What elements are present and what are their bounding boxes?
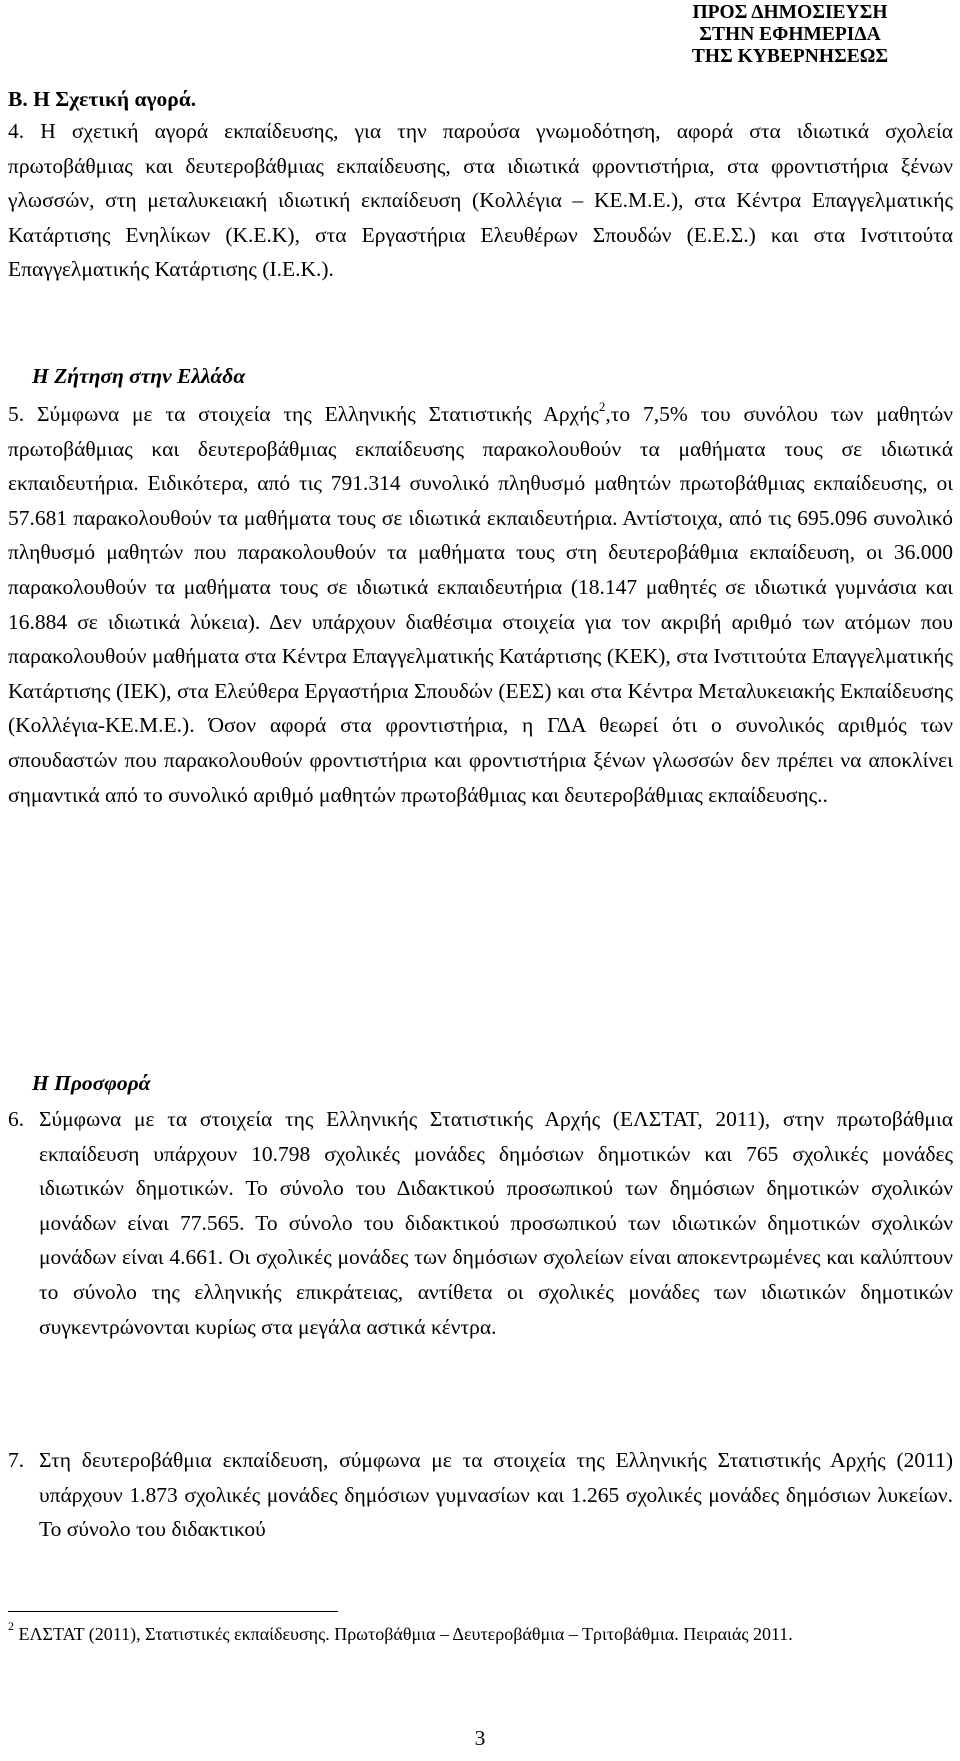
publication-stamp <box>620 2 960 68</box>
footnote <box>8 1621 953 1647</box>
page-number: 3 <box>474 1726 486 1750</box>
paragraph-5 <box>8 397 953 812</box>
subheading-demand: Η Ζήτηση στην Ελλάδα <box>32 364 246 388</box>
paragraph-text-a: Σύμφωνα με τα στοιχεία της Ελληνικής Στατιστικής Αρχής <box>36 402 599 426</box>
footnote-reference[interactable]: 2 <box>598 398 606 414</box>
section-title: Β. Η Σχετική αγορά. <box>8 87 197 111</box>
subheading-supply: Η Προσφορά <box>32 1071 151 1095</box>
footnote-divider <box>8 1611 338 1612</box>
paragraph-7 <box>8 1443 953 1547</box>
paragraph-text-b: ,το 7,5% του συνόλου των μαθητών πρωτοβάθμιας και δευτεροβάθμιας εκπαίδευσης παρακολουθούν τα μαθήματα τους σε ιδιωτικά εκπαιδευτήρια. Ειδικότερα, από τις 791.314 συνολικό πληθυσμό μαθητών πρωτοβάθμιας εκπαίδευσης, οι 57.681 παρακολουθούν τα μαθήματα τους σε ιδιωτικά εκπαιδευτήρια. Αντίστοιχα, από τις 695.096 συνολικό πληθυσμό μαθητών που παρακολουθούν τα μαθήματα τους στη δευτεροβάθμια εκπαίδευση, οι 36.000 παρακολουθούν τα μαθήματα τους σε ιδιωτικά εκπαιδευτήρια (18.147 μαθητές σε ιδιωτικά γυμνάσια και 16.884 σε ιδιωτικά λύκεια). Δεν υπάρχουν διαθέσιμα στοιχεία για τον ακριβή αριθμό των ατόμων που παρακολουθούν μαθήματα στα Κέντρα Επαγγελματικής Κατάρτισης (ΚΕΚ), στα Ινστιτούτα Επαγγελματικής Κατάρτισης (ΙΕΚ), στα Ελεύθερα Εργαστήρια Σπουδών (ΕΕΣ) και στα Κέντρα Μεταλυκειακής Εκπαίδευσης (Κολλέγια-ΚΕ.Μ.Ε.). Όσον αφορά στα φροντιστήρια, η ΓΔΑ θεωρεί ότι ο συνολικός αριθμός των σπουδαστών που παρακολουθούν φροντιστήρια και φροντιστήρια ξένων γλωσσών δεν πρέπει να αποκλίνει σημαντικά από το συνολικό αριθμό μαθητών πρωτοβάθμιας και δευτεροβάθμιας εκπαίδευσης.. <box>8 402 954 807</box>
paragraph-6 <box>8 1102 953 1344</box>
stamp-line-1: ΠΡΟΣ ΔΗΜΟΣΙΕΥΣΗ <box>692 2 888 23</box>
paragraph-number: 5. <box>8 402 25 426</box>
stamp-line-2: ΣΤΗΝ ΕΦΗΜΕΡΙΔΑ <box>699 24 881 45</box>
paragraph-text: Σύμφωνα με τα στοιχεία της Ελληνικής Στατιστικής Αρχής (ΕΛΣΤΑΤ, 2011), στην πρωτοβάθμια εκπαίδευση υπάρχουν 10.798 σχολικές μονάδες δημόσιων δημοτικών και 765 σχολικές μονάδες ιδιωτικών δημοτικών. Το σύνολο του Διδακτικού προσωπικού των δημόσιων δημοτικών σχολικών μονάδων είναι 77.565. Το σύνολο του διδακτικού προσωπικού των ιδιωτικών δημοτικών σχολικών μονάδων είναι 4.661. Οι σχολικές μονάδες των δημόσιων σχολείων είναι αποκεντρωμένες και καλύπτουν το σύνολο της ελληνικής επικράτειας, αντίθετα οι σχολικές μονάδες των ιδιωτικών δημοτικών συγκεντρώνονται κυρίως στα μεγάλα αστικά κέντρα. <box>39 1107 953 1339</box>
footnote-text: ΕΛΣΤΑΤ (2011), Στατιστικές εκπαίδευσης. Πρωτοβάθμια – Δευτεροβάθμια – Τριτοβάθμια. Πειραιάς 2011. <box>18 1624 793 1644</box>
paragraph-text: Η σχετική αγορά εκπαίδευσης, για την παρούσα γνωμοδότηση, αφορά στα ιδιωτικά σχολεία πρωτοβάθμιας και δευτεροβάθμιας εκπαίδευσης, στα ιδιωτικά φροντιστήρια, στα φροντιστήρια ξένων γλωσσών, στη μεταλυκειακή ιδιωτική εκπαίδευση (Κολλέγια – ΚΕ.Μ.Ε.), στα Κέντρα Επαγγελματικής Κατάρτισης Ενηλίκων (Κ.Ε.Κ), στα Εργαστήρια Ελευθέρων Σπουδών (Ε.Ε.Σ.) και στα Ινστιτούτα Επαγγελματικής Κατάρτισης (Ι.Ε.Κ.). <box>8 119 954 282</box>
paragraph-text: Στη δευτεροβάθμια εκπαίδευση, σύμφωνα με τα στοιχεία της Ελληνικής Στατιστικής Αρχής (2011) υπάρχουν 1.873 σχολικές μονάδες δημόσιων γυμνασίων και 1.265 σχολικές μονάδες δημόσιων λυκείων. Το σύνολο του διδακτικού <box>39 1448 953 1542</box>
paragraph-number: 4. <box>8 119 25 143</box>
stamp-line-3: ΤΗΣ ΚΥΒΕΡΝΗΣΕΩΣ <box>691 46 889 67</box>
paragraph-4 <box>8 114 953 287</box>
paragraph-number: 6. <box>8 1107 25 1131</box>
footnote-number: 2 <box>8 1619 14 1633</box>
paragraph-number: 7. <box>8 1448 25 1472</box>
